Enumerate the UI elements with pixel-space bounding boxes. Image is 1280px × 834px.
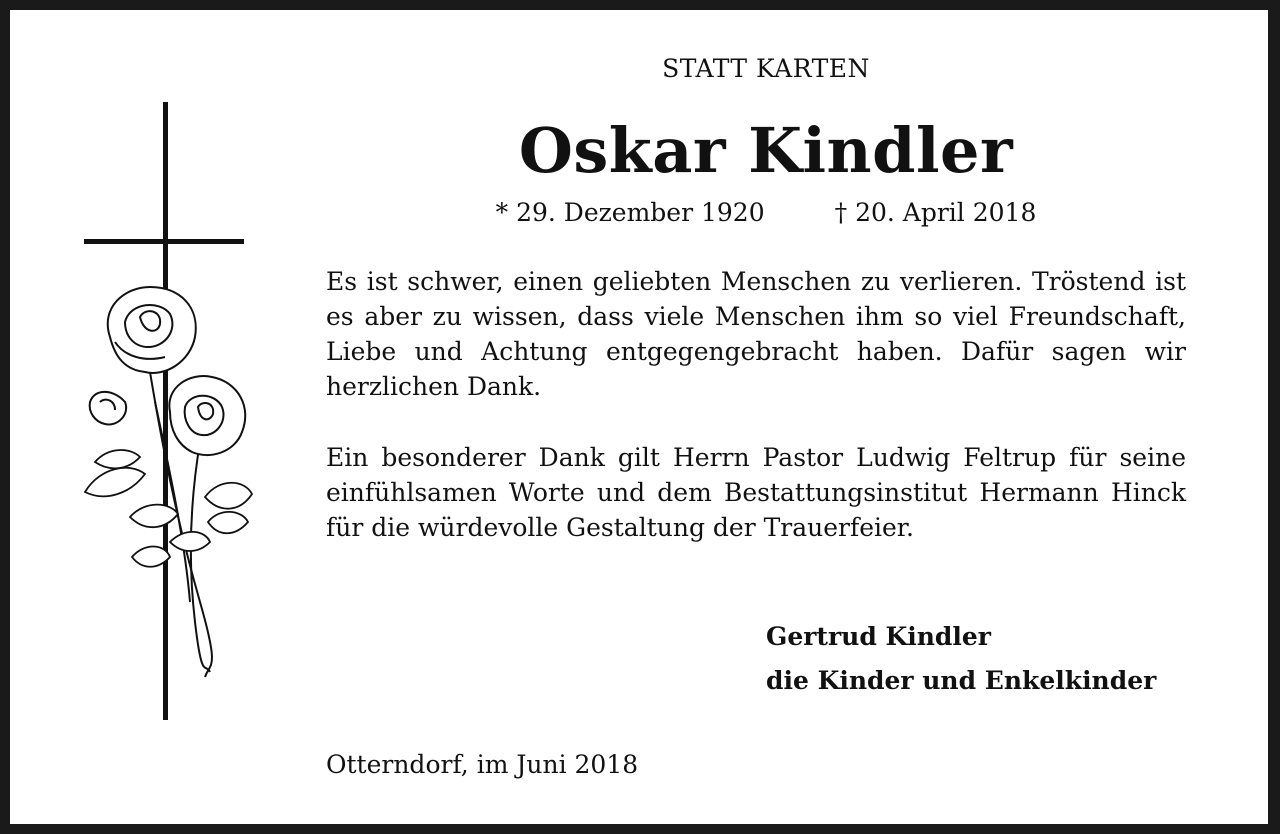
notice-header: STATT KARTEN xyxy=(662,54,870,83)
life-dates xyxy=(10,198,1280,227)
birth-date: * 29. Dezember 1920 xyxy=(495,198,765,227)
death-date: † 20. April 2018 xyxy=(834,198,1037,227)
obituary-notice xyxy=(10,10,1268,824)
signature-line-1: Gertrud Kindler xyxy=(766,622,991,651)
deceased-name: Oskar Kindler xyxy=(518,114,1014,187)
thanks-paragraph: Es ist schwer, einen geliebten Menschen zu verlieren. Tröstend ist es aber zu wissen, dass viele Menschen ihm so viel Freundschaft, Liebe und Achtung entgegengebracht haben. Dafür sagen wir herzlichen Dank. xyxy=(326,267,1186,401)
signature-line-2: die Kinder und Enkelkinder xyxy=(766,666,1157,695)
place-and-date: Otterndorf, im Juni 2018 xyxy=(326,750,639,779)
special-thanks-paragraph: Ein besonderer Dank gilt Herrn Pastor Ludwig Feltrup für seine einfühlsamen Worte und dem Bestattungsinstitut Hermann Hinck für die würdevolle Gestaltung der Trauerfeier. xyxy=(326,443,1186,542)
